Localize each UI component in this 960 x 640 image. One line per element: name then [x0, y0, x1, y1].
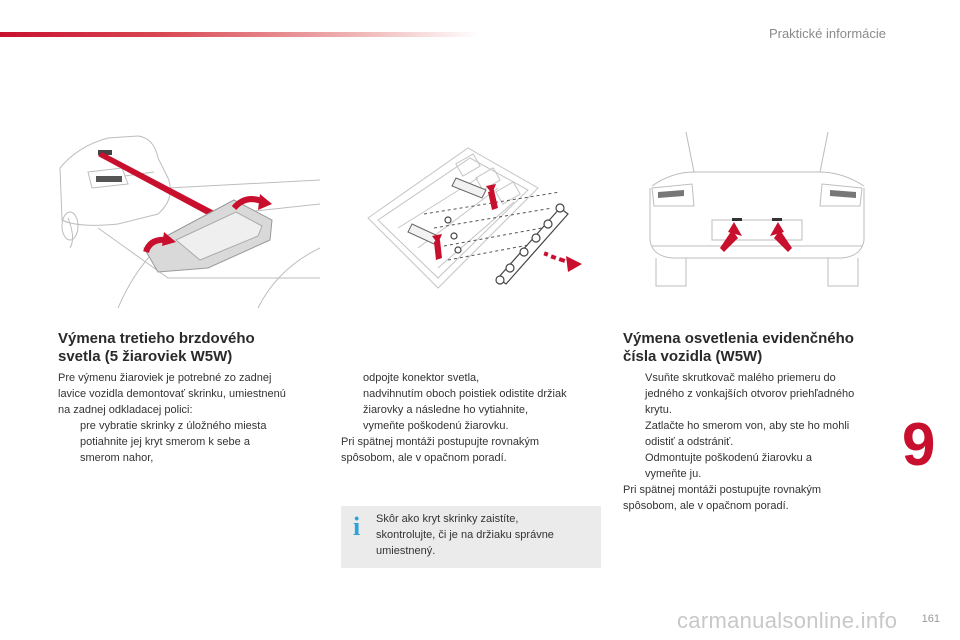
middle-bullet-line: vymeňte poškodenú žiarovku. — [363, 420, 509, 432]
left-title-line2: svetla (5 žiaroviek W5W) — [58, 348, 233, 365]
right-bullet-line: jedného z vonkajších otvorov priehľadného — [645, 388, 855, 400]
info-line: umiestnený. — [376, 545, 436, 557]
right-bullet-line: Odmontujte poškodenú žiarovku a — [645, 452, 812, 464]
list-item — [623, 450, 893, 482]
right-bullet-line: krytu. — [645, 404, 672, 416]
left-intro — [58, 370, 328, 418]
info-box — [341, 506, 601, 568]
middle-outro-line: Pri spätnej montáži postupujte rovnakým — [341, 436, 540, 448]
middle-outro — [341, 434, 611, 466]
right-title — [623, 330, 854, 366]
left-bullet-line: smerom nahor, — [80, 452, 154, 464]
middle-bullets — [341, 370, 611, 434]
right-bullets — [623, 370, 893, 482]
list-item — [623, 418, 893, 450]
list-item — [58, 418, 328, 466]
list-item — [341, 386, 611, 418]
list-item — [341, 370, 611, 386]
left-intro-line: na zadnej odkladacej polici: — [58, 404, 193, 416]
figure-rear-shelf-box — [58, 128, 320, 310]
figure-brake-light-holder — [338, 128, 600, 310]
right-outro — [623, 482, 893, 514]
left-title-line1: Výmena tretieho brzdového — [58, 330, 255, 347]
middle-bullet-line: nadvihnutím oboch poistiek odistite držiak — [363, 388, 567, 400]
watermark: carmanualsonline.info — [677, 608, 898, 633]
chapter-number: 9 — [902, 411, 936, 478]
right-bullet-line: vymeňte ju. — [645, 468, 702, 480]
left-bullet-line: potiahnite jej kryt smerom k sebe a — [80, 436, 250, 448]
middle-bullet-line: odpojte konektor svetla, — [363, 372, 480, 384]
list-item — [623, 370, 893, 418]
left-intro-line: lavice vozidla demontovať skrinku, umiestnenú — [58, 388, 286, 400]
right-title-line1: Výmena osvetlenia evidenčného — [623, 330, 854, 347]
right-bullet-line: odistiť a odstrániť. — [645, 436, 734, 448]
page-number: 161 — [921, 613, 940, 625]
list-item — [341, 418, 611, 434]
left-bullet-line: pre vybratie skrinky z úložného miesta — [80, 420, 267, 432]
right-outro-line: spôsobom, ale v opačnom poradí. — [623, 500, 789, 512]
right-bullet-line: Zatlačte ho smerom von, aby ste ho mohli — [645, 420, 850, 432]
right-title-line2: čísla vozidla (W5W) — [623, 348, 763, 365]
section-title: Praktické informácie — [768, 26, 886, 41]
left-bullets — [58, 418, 328, 466]
middle-bullet-line: žiarovky a následne ho vytiahnite, — [363, 404, 529, 416]
info-icon: i — [353, 512, 361, 541]
left-title — [58, 330, 255, 366]
info-line: skontrolujte, či je na držiaku správne — [376, 529, 554, 541]
figure-car-rear-plate-lamps — [632, 128, 882, 290]
info-line: Skôr ako kryt skrinky zaistíte, — [376, 513, 519, 525]
info-text — [376, 511, 591, 559]
right-outro-line: Pri spätnej montáži postupujte rovnakým — [623, 484, 822, 496]
header-accent-bar — [0, 32, 480, 37]
left-intro-line: Pre výmenu žiaroviek je potrebné zo zadnej — [58, 372, 272, 384]
right-bullet-line: Vsuňte skrutkovač malého priemeru do — [645, 372, 836, 384]
middle-outro-line: spôsobom, ale v opačnom poradí. — [341, 452, 507, 464]
